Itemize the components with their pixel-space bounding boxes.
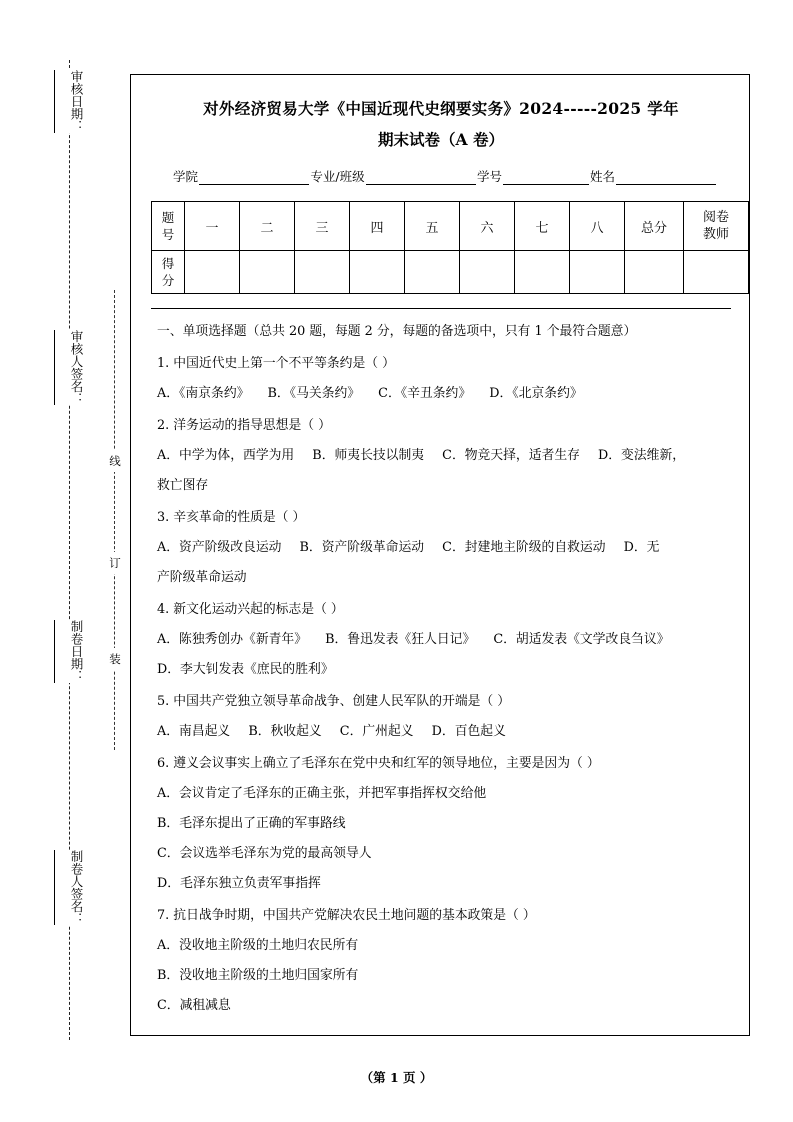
student-no-input[interactable] [503,170,589,185]
col-header-3: 三 [295,202,350,251]
binding-char-xian: 线 [108,450,122,472]
question-6-option-d[interactable]: D．毛泽东独立负责军事指挥 [157,876,321,891]
question-1-body: 中国近代史上第一个不平等条约是（ ） [173,356,395,371]
score-cell-3[interactable] [295,251,350,294]
question-6-option-a[interactable]: A．会议肯定了毛泽东的正确主张，并把军事指挥权交给他 [157,786,487,801]
col-header-teacher [684,202,749,251]
score-cell-6[interactable] [460,251,515,294]
question-6-option-c[interactable]: C．会议选举毛泽东为党的最高领导人 [157,846,372,861]
question-1-number: 1. [157,356,170,371]
score-cell-teacher[interactable] [684,251,749,294]
question-7-body: 抗日战争时期，中国共产党解决农民土地问题的基本政策是（ ） [173,908,536,923]
col-header-7: 七 [515,202,570,251]
question-5-body: 中国共产党独立领导革命战争、创建人民军队的开端是（ ） [173,694,511,709]
question-3-option-a[interactable]: A．资产阶级改良运动 [157,540,282,555]
row-label-question-no-char2: 号 [161,227,175,242]
major-class-input[interactable] [366,170,476,185]
question-7-number: 7. [157,908,170,923]
question-3-option-d[interactable]: D．无 [623,540,660,555]
question-2-number: 2. [157,418,170,433]
col-header-2: 二 [240,202,295,251]
row-label-score-char2: 分 [161,273,175,288]
page-footer: （第 1 页 ） [360,1070,433,1085]
row-label-score [152,251,185,294]
score-table [151,201,749,294]
question-1-text [157,351,721,377]
question-4-option-d[interactable]: D．李大钊发表《庶民的胜利》 [157,662,334,677]
binding-rail [108,290,122,750]
score-cell-7[interactable] [515,251,570,294]
question-3-option-b[interactable]: B．资产阶级革命运动 [299,540,425,555]
score-cell-total[interactable] [625,251,684,294]
question-7-option-a[interactable]: A．没收地主阶级的土地归农民所有 [157,938,359,953]
col-header-6: 六 [460,202,515,251]
question-1-option-c[interactable]: C．《辛丑条约》 [378,386,472,401]
question-6-number: 6. [157,756,170,771]
question-4-option-c[interactable]: C．胡适发表《文学改良刍议》 [493,632,670,647]
question-1-option-a[interactable]: A．《南京条约》 [157,386,250,401]
name-label: 姓名 [590,169,616,184]
question-7-text [157,903,721,929]
student-no-label: 学号 [476,169,502,184]
exam-sheet-border [130,74,750,1036]
score-cell-4[interactable] [350,251,405,294]
row-label-question-no-char1: 题 [161,210,175,225]
question-4-options [157,627,721,653]
col-header-8: 八 [570,202,625,251]
rail-auditor-sign: 审核人签名： [54,330,85,405]
binding-char-ding: 订 [108,552,122,574]
teacher-label-line1: 阅卷 [702,210,729,225]
question-7-option-b[interactable]: B．没收地主阶级的土地归国家所有 [157,968,359,983]
row-label-score-char1: 得 [161,256,175,271]
col-header-total: 总分 [625,202,684,251]
exam-title-line1: 对外经济贸易大学《中国近现代史纲要实务》2024-----2025 学年 [203,99,679,118]
question-3-option-d-cont: 产阶级革命运动 [157,570,247,585]
score-cell-2[interactable] [240,251,295,294]
teacher-label-line2: 教师 [702,227,729,242]
question-1-option-d[interactable]: D．《北京条约》 [489,386,583,401]
major-class-label: 专业/班级 [310,169,365,184]
question-2-option-d[interactable]: D．变法维新， [598,448,686,463]
question-3-number: 3. [157,510,170,525]
score-table-value-row [152,251,749,294]
college-label: 学院 [173,169,199,184]
question-4-option-b[interactable]: B．鲁迅发表《狂人日记》 [325,632,476,647]
col-header-1: 一 [185,202,240,251]
exam-title-line2: 期末试卷（A 卷） [378,130,504,149]
binding-char-zhuang: 装 [108,648,122,670]
question-5-option-b[interactable]: B．秋收起义 [248,724,322,739]
question-5-option-a[interactable]: A．南昌起义 [157,724,231,739]
left-signature-rail [52,60,88,1040]
score-table-header-row [152,202,749,251]
questions-area [151,319,731,1019]
question-2-option-a[interactable]: A．中学为体，西学为用 [157,448,295,463]
question-1-options [157,381,721,407]
binding-dashed-line [114,290,115,750]
question-6-option-b[interactable]: B．毛泽东提出了正确的军事路线 [157,816,346,831]
question-5-option-c[interactable]: C．广州起义 [339,724,414,739]
score-cell-1[interactable] [185,251,240,294]
question-2-option-d-cont: 救亡图存 [157,478,209,493]
question-5-text [157,689,721,715]
score-cell-8[interactable] [570,251,625,294]
rail-paper-date: 制卷日期： [54,620,85,683]
question-1-option-b[interactable]: B．《马关条约》 [267,386,361,401]
section-heading: 一、单项选择题（总共 20 题，每题 2 分，每题的备选项中，只有 1 个最符合题意） [157,324,637,339]
score-cell-5[interactable] [405,251,460,294]
question-3-body: 辛亥革命的性质是（ ） [173,510,306,525]
question-5-number: 5. [157,694,170,709]
question-5-options [157,719,721,745]
question-4-text [157,597,721,623]
col-header-4: 四 [350,202,405,251]
question-2-body: 洋务运动的指导思想是（ ） [173,418,331,433]
question-7-option-c[interactable]: C．减租减息 [157,998,231,1013]
col-header-5: 五 [405,202,460,251]
question-5-option-d[interactable]: D．百色起义 [431,724,506,739]
question-3-option-c[interactable]: C．封建地主阶级的自救运动 [442,540,606,555]
question-4-body: 新文化运动兴起的标志是（ ） [173,602,344,617]
question-4-option-a[interactable]: A．陈独秀创办《新青年》 [157,632,308,647]
question-2-options [157,443,721,469]
name-input[interactable] [616,170,716,185]
question-6-text [157,751,721,777]
exam-content [131,75,751,1019]
student-info-row [151,167,731,185]
question-2-text [157,413,721,439]
row-label-question-no [152,202,185,251]
question-2-option-b[interactable]: B．师夷长技以制夷 [312,448,425,463]
rail-audit-date: 审核日期： [54,70,85,133]
rail-paper-sign: 制卷人签名： [54,850,85,925]
question-2-option-c[interactable]: C．物竞天择，适者生存 [442,448,580,463]
college-input[interactable] [199,170,309,185]
question-3-text [157,505,721,531]
question-3-options [157,535,721,561]
question-4-number: 4. [157,602,170,617]
section-divider [151,308,731,309]
question-6-body: 遵义会议事实上确立了毛泽东在党中央和红军的领导地位，主要是因为（ ） [173,756,600,771]
